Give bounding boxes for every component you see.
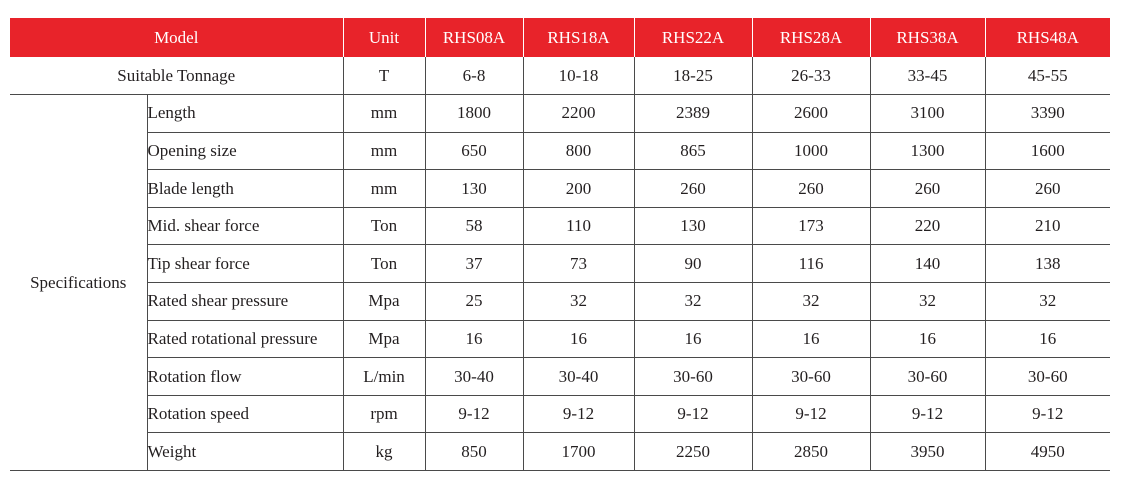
spec-row (10, 170, 1110, 208)
header-model-name: RHS22A (634, 18, 752, 57)
spec-value: 138 (985, 245, 1110, 283)
spec-value: 140 (870, 245, 985, 283)
spec-value: 16 (425, 320, 523, 358)
spec-row (10, 283, 1110, 321)
spec-value: 30-60 (634, 358, 752, 396)
tonnage-value: 45-55 (985, 57, 1110, 95)
header-model: Model (10, 18, 343, 57)
header-unit: Unit (343, 18, 425, 57)
spec-value: 260 (634, 170, 752, 208)
spec-row (10, 433, 1110, 471)
spec-value: 58 (425, 207, 523, 245)
spec-value: 9-12 (985, 395, 1110, 433)
spec-value: 16 (752, 320, 870, 358)
spec-parameter-name: Opening size (147, 132, 343, 170)
spec-value: 16 (870, 320, 985, 358)
spec-value: 9-12 (752, 395, 870, 433)
spec-unit: L/min (343, 358, 425, 396)
spec-value: 30-60 (870, 358, 985, 396)
spec-value: 1600 (985, 132, 1110, 170)
spec-value: 210 (985, 207, 1110, 245)
spec-value: 260 (752, 170, 870, 208)
specifications-label: Specifications (10, 95, 147, 471)
spec-value: 173 (752, 207, 870, 245)
spec-value: 3950 (870, 433, 985, 471)
spec-parameter-name: Length (147, 95, 343, 133)
spec-value: 32 (985, 283, 1110, 321)
spec-value: 32 (870, 283, 985, 321)
spec-unit: Ton (343, 245, 425, 283)
spec-value: 1700 (523, 433, 634, 471)
spec-row (10, 245, 1110, 283)
spec-parameter-name: Rotation speed (147, 395, 343, 433)
spec-parameter-name: Rotation flow (147, 358, 343, 396)
spec-value: 800 (523, 132, 634, 170)
tonnage-value: 18-25 (634, 57, 752, 95)
spec-value: 16 (523, 320, 634, 358)
tonnage-row (10, 57, 1110, 95)
spec-value: 2250 (634, 433, 752, 471)
spec-value: 30-60 (985, 358, 1110, 396)
spec-value: 2200 (523, 95, 634, 133)
spec-parameter-name: Weight (147, 433, 343, 471)
header-model-name: RHS18A (523, 18, 634, 57)
spec-parameter-name: Rated shear pressure (147, 283, 343, 321)
spec-value: 9-12 (523, 395, 634, 433)
spec-value: 30-40 (523, 358, 634, 396)
spec-value: 37 (425, 245, 523, 283)
tonnage-unit: T (343, 57, 425, 95)
spec-value: 3390 (985, 95, 1110, 133)
spec-unit: Mpa (343, 283, 425, 321)
header-model-name: RHS28A (752, 18, 870, 57)
spec-value: 30-60 (752, 358, 870, 396)
spec-value: 130 (634, 207, 752, 245)
spec-parameter-name: Tip shear force (147, 245, 343, 283)
spec-value: 4950 (985, 433, 1110, 471)
spec-value: 9-12 (870, 395, 985, 433)
spec-row (10, 358, 1110, 396)
spec-value: 865 (634, 132, 752, 170)
spec-value: 90 (634, 245, 752, 283)
spec-value: 200 (523, 170, 634, 208)
spec-value: 110 (523, 207, 634, 245)
spec-parameter-name: Blade length (147, 170, 343, 208)
spec-value: 32 (634, 283, 752, 321)
spec-table (10, 18, 1110, 471)
spec-value: 1300 (870, 132, 985, 170)
spec-value: 32 (523, 283, 634, 321)
spec-value: 25 (425, 283, 523, 321)
header-row (10, 18, 1110, 57)
spec-row (10, 95, 1110, 133)
spec-value: 2389 (634, 95, 752, 133)
spec-unit: Ton (343, 207, 425, 245)
spec-value: 220 (870, 207, 985, 245)
spec-unit: Mpa (343, 320, 425, 358)
spec-value: 260 (985, 170, 1110, 208)
tonnage-value: 10-18 (523, 57, 634, 95)
spec-unit: kg (343, 433, 425, 471)
spec-value: 260 (870, 170, 985, 208)
spec-value: 73 (523, 245, 634, 283)
spec-row (10, 132, 1110, 170)
spec-value: 16 (634, 320, 752, 358)
header-model-name: RHS48A (1016, 27, 1079, 47)
spec-value: 32 (752, 283, 870, 321)
spec-parameter-name: Mid. shear force (147, 207, 343, 245)
spec-row (10, 395, 1110, 433)
spec-row (10, 320, 1110, 358)
specifications-body (10, 95, 1110, 471)
spec-unit: mm (343, 95, 425, 133)
spec-value: 1000 (752, 132, 870, 170)
spec-unit: rpm (343, 395, 425, 433)
header-model-name: RHS08A (425, 18, 523, 57)
spec-value: 2600 (752, 95, 870, 133)
tonnage-value: 26-33 (752, 57, 870, 95)
spec-value: 30-40 (425, 358, 523, 396)
spec-value: 2850 (752, 433, 870, 471)
spec-value: 130 (425, 170, 523, 208)
tonnage-value: 6-8 (425, 57, 523, 95)
tonnage-label: Suitable Tonnage (10, 57, 343, 95)
spec-value: 9-12 (634, 395, 752, 433)
spec-value: 3100 (870, 95, 985, 133)
spec-value: 850 (425, 433, 523, 471)
spec-unit: mm (343, 170, 425, 208)
header-model-name: RHS38A (870, 18, 985, 57)
spec-value: 16 (985, 320, 1110, 358)
spec-row (10, 207, 1110, 245)
spec-unit: mm (343, 132, 425, 170)
spec-value: 650 (425, 132, 523, 170)
spec-value: 1800 (425, 95, 523, 133)
spec-value: 116 (752, 245, 870, 283)
tonnage-value: 33-45 (870, 57, 985, 95)
spec-value: 9-12 (425, 395, 523, 433)
spec-parameter-name: Rated rotational pressure (147, 320, 343, 358)
